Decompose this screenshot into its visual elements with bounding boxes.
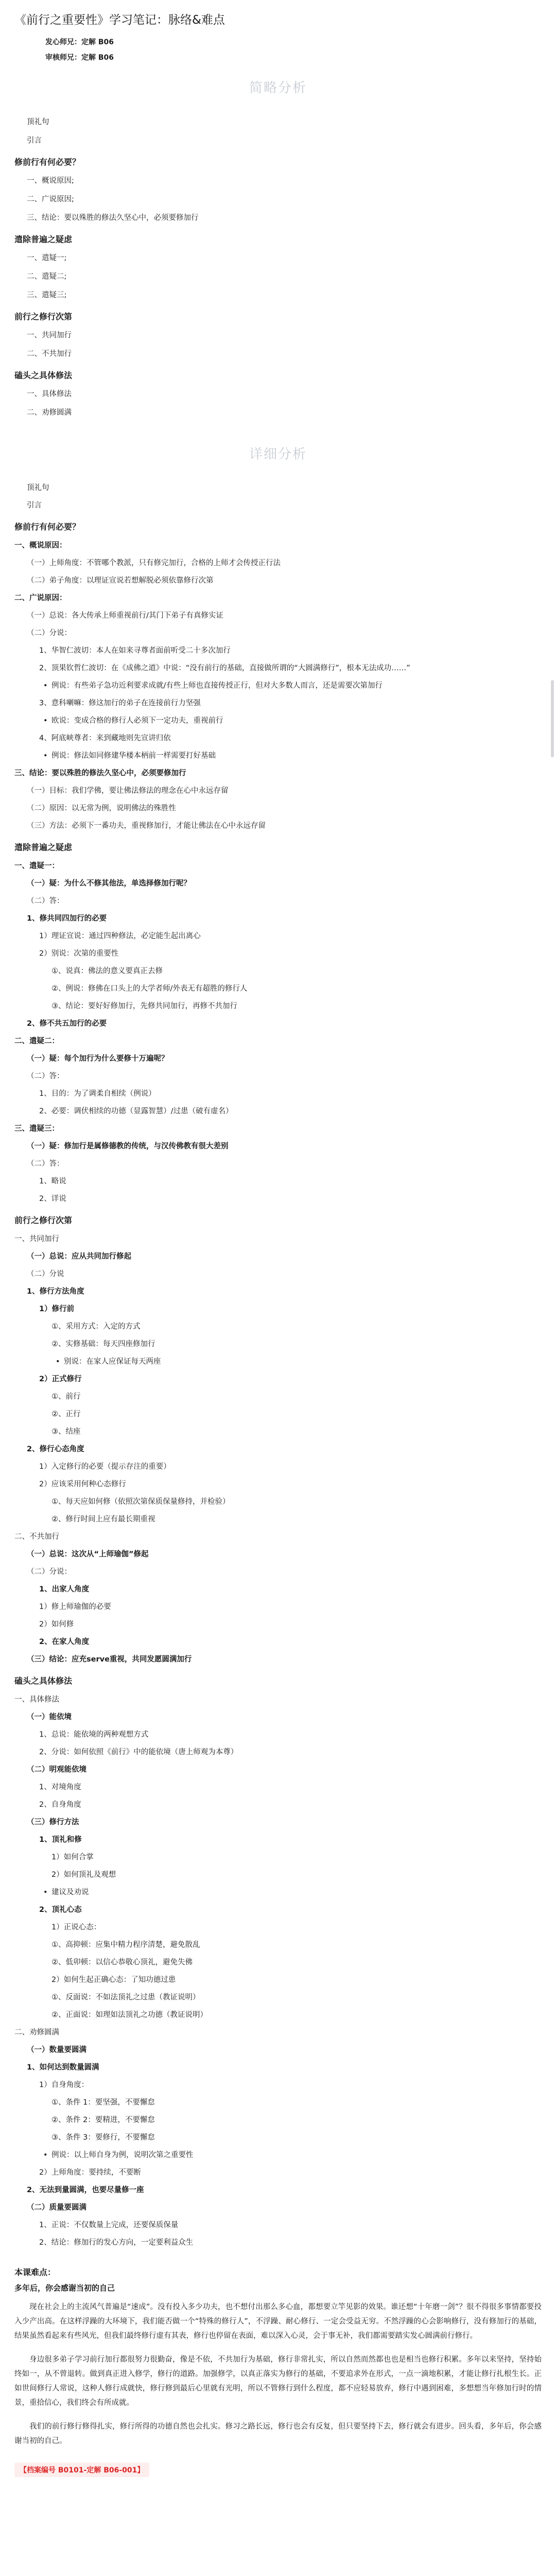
outline-item: 3、意科喇嘛：修这加行的弟子在连接前行力坚强 (39, 699, 201, 707)
outline-item: • 例说：以上师自身为例，说明次第之重要性 (14, 2146, 542, 2164)
outline-item: 一、概说原因： (14, 541, 67, 550)
outline-item: • 别说：在家人应保证每天两座 (14, 1353, 542, 1370)
outline-item: ③、结座 (51, 1428, 81, 1436)
outline-item: （三）结论：应充serve重视，共同发愿圆满加行 (27, 1655, 192, 1664)
outline-item: 2、顶礼心态 (39, 1906, 82, 1914)
outline-item: 2）如何顶礼及观想 (51, 1871, 116, 1879)
outline-item: • 例说：有些弟子急功近利要求成就/有些上师也直接传授正行，但对大多数人而言，还是需要次第加行 (14, 677, 542, 694)
outline-item: （一）总说：应从共同加行修起 (27, 1252, 131, 1261)
outline-item: 1）修上师瑜伽的必要 (39, 1603, 111, 1611)
brief-outline (14, 113, 542, 422)
outline-item: 1、对境角度 (39, 1783, 81, 1791)
outline-item: 1）理证宣说：通过四种修法，必定能生起出离心 (39, 932, 201, 940)
outline-item: （二）分说： (27, 1568, 72, 1576)
outline-item: 二、劝修圆满 (27, 409, 72, 417)
outline-item: 2）如何生起正确心态：了知功德过患 (51, 1976, 176, 1984)
outline-item: 一、遣疑一; (27, 254, 67, 262)
outline-item: 2、修不共五加行的必要 (27, 1020, 107, 1028)
difficulty-body (14, 2300, 542, 2448)
outline-item: （三）修行方法 (27, 1818, 79, 1826)
outline-item: 2）正式修行 (39, 1375, 82, 1383)
outline-item: 1、正说：不仅数量上完成，还要保质保量 (39, 2221, 179, 2229)
outline-item: 2、必要：调伏相续的功德（显露智慧）/过患（破有虚名） (39, 1107, 233, 1115)
difficulty-title: 本课难点： (14, 2267, 56, 2277)
outline-item: 2、详说 (39, 1195, 66, 1203)
outline-item: ①、条件 1：要坚强，不要懈怠 (51, 2098, 155, 2107)
outline-item: 顶礼句 (27, 118, 49, 126)
outline-item: 一、具体修法 (14, 1696, 59, 1704)
outline-item: 一、具体修法 (27, 390, 72, 398)
scrollbar-thumb[interactable] (551, 680, 554, 757)
reviewer-label: 审核师兄：定解 B06 (45, 54, 114, 62)
section-heading: 遣除普遍之疑虑 (14, 234, 73, 244)
outline-item: （二）分说： (27, 629, 72, 637)
outline-item: （一）数量要圆满 (27, 2046, 86, 2054)
detail-outline (14, 479, 542, 2251)
outline-item: （二）原因：以无常为例，说明佛法的殊胜性 (27, 804, 176, 812)
outline-item: （二）答： (27, 1160, 64, 1168)
page-title: 《前行之重要性》学习笔记：脉络&难点 (14, 13, 225, 27)
body-paragraph: 我们的前行修行修得扎实，修行所得的功德自然也会扎实。修习之路长远，修行也会有反复，但只要坚持下去，修行就会有进步。回头看，多年后，你会感谢当初的自己。 (14, 2422, 542, 2445)
detail-analysis-watermark: 详细分析 (249, 447, 307, 462)
outline-item: 2、结论：修加行的发心方向，一定要利益众生 (39, 2239, 194, 2247)
outline-item: 4、阿底峡尊者：来到藏地则先宣讲归依 (39, 734, 171, 742)
outline-item: 2、顶果钦哲仁波切：在《成佛之道》中说：“没有前行的基础，直接做所谓的“大圆满修行”，根本无法成功……” (39, 664, 410, 672)
outline-item: 1）入定修行的必要（提示存注的重要） (39, 1463, 171, 1471)
outline-item: 一、遣疑一： (14, 862, 59, 870)
author-info (45, 36, 542, 64)
speaker-label: 发心师兄：定解 B06 (45, 38, 114, 46)
archive-tag: 【档案编号 B0101-定解 B06-001】 (14, 2463, 149, 2477)
outline-item: 1）自身角度： (39, 2081, 89, 2089)
outline-item: 引言 (27, 137, 42, 145)
outline-item: ③、结论：要好好修加行，先修共同加行，再修不共加行 (51, 1002, 237, 1010)
outline-item: （一）上师角度：不管哪个教派，只有修完加行，合格的上师才会传授正行法 (27, 559, 281, 567)
body-paragraph: 现在社会上的主流风气普遍是“速成”。没有投入多少功夫，也不想付出那么多心血，都想要立竿见影的效果。谁还想“十年磨一剑”？很不得很多事情都要投入少产出高。在这样浮躁的大环境下，我们能否做一个“特殊的修行人”，不浮躁、耐心修行、一定会受益无穷。不然浮躁的心会影响修行，没有修加行的基础，结果虽然看起来有些风光，但我们最终修行虚有其表，修行也停留在表面，难以深入心灵，会于事无补，我们都需要踏实发心圆满前行修行。 (14, 2303, 542, 2340)
outline-item: （一）总说：这次从“上师瑜伽”修起 (27, 1550, 149, 1558)
outline-item: 1、修行方法角度 (27, 1287, 84, 1296)
outline-item: （一）能依境 (27, 1713, 72, 1721)
section-heading: 遣除普遍之疑虑 (14, 842, 73, 852)
outline-item: （一）疑：修加行是属修德教的传统，与汉传佛教有很大差别 (27, 1142, 229, 1150)
outline-item: （一）疑：为什么不修其他法，单选择修加行呢？ (27, 879, 191, 888)
outline-item: 2、无法到量圆满，也要尽量修一座 (27, 2186, 144, 2194)
outline-item: ①、高抑顿：应集中精力程序清楚，避免散乱 (51, 1941, 200, 1949)
section-heading: 修前行有何必要？ (14, 522, 81, 532)
outline-item: ②、修行时间上应有最长期重视 (51, 1515, 155, 1523)
outline-item: 2、分说：如何依照《前行》中的能依境（唐上师观为本尊） (39, 1748, 238, 1756)
outline-item: （二）弟子角度：以理证宣说若想解脱必须依靠修行次第 (27, 577, 214, 585)
outline-item: （一）目标：我们学佛，要让佛法修法的理念在心中永远存留 (27, 787, 229, 795)
outline-item: ①、前行 (51, 1393, 81, 1401)
outline-item: 二、遣疑二; (27, 273, 67, 281)
outline-item: 1、华智仁波切：本人在如来寻尊者面前听受二十多次加行 (39, 647, 231, 655)
outline-item: ③、条件 3：要修行，不要懈怠 (51, 2133, 155, 2142)
outline-item: 三、结论：要以殊胜的修法久坚心中，必须要修加行 (14, 769, 186, 777)
outline-item: • 欧说：变成合格的修行人必须下一定功夫，重视前行 (14, 712, 542, 730)
section-heading: 前行之修行次第 (14, 1215, 73, 1225)
outline-item: ②、条件 2：要精进，不要懈怠 (51, 2116, 155, 2124)
outline-item: 1、目的：为了调柔自相续（例说） (39, 1090, 156, 1098)
outline-item: 2）上师角度：要持续，不要断 (39, 2168, 141, 2177)
outline-item: 2）如何修 (39, 1620, 74, 1629)
outline-item: 1）如何合掌 (51, 1853, 94, 1861)
outline-item: 1）正说心态： (51, 1923, 101, 1931)
outline-item: （一）疑：每个加行为什么要修十万遍呢？ (27, 1055, 169, 1063)
outline-item: 三、遣疑三： (14, 1125, 59, 1133)
outline-item: ②、正面说：如理如法顶礼之功德（教证说明） (51, 2011, 207, 2019)
difficulty-subtitle: 多年后，你会感谢当初的自己 (14, 2283, 115, 2293)
outline-item: 引言 (27, 501, 42, 510)
outline-item: 二、劝修圆满 (14, 2028, 59, 2037)
outline-item: 三、遣疑三; (27, 291, 67, 299)
outline-item: 一、共同加行 (14, 1235, 59, 1243)
outline-item: 2、修行心态角度 (27, 1445, 84, 1453)
outline-item: （二）分说 (27, 1270, 64, 1278)
outline-item: 1）修行前 (39, 1305, 75, 1313)
outline-item: ①、采用方式：入定的方式 (51, 1323, 141, 1331)
outline-item: 一、概说原因; (27, 177, 74, 185)
outline-item: 二、不共加行 (27, 350, 72, 358)
outline-item: 1、总说：能依境的两种观想方式 (39, 1731, 149, 1739)
outline-item: 二、遣疑二： (14, 1037, 59, 1045)
outline-item: 2、在家人角度 (39, 1638, 90, 1646)
outline-item: 2、自身角度 (39, 1801, 81, 1809)
outline-item: • 建议及劝说 (14, 1884, 542, 1901)
outline-item: ①、说真：佛法的意义要真正去修 (51, 967, 163, 975)
outline-item: 三、结论：要以殊胜的修法久坚心中，必须要修加行 (27, 214, 199, 222)
outline-item: ②、例说：修佛在口头上的大学者师/外表无有超胜的修行人 (51, 985, 248, 993)
outline-item: 1、略说 (39, 1177, 66, 1185)
outline-item: 1、修共同四加行的必要 (27, 914, 107, 923)
outline-item: （三）方法：必须下一番功夫，重视修加行，才能让佛法在心中永远存留 (27, 822, 266, 830)
outline-item: （二）答： (27, 1072, 64, 1080)
body-paragraph: 身边很多弟子学习前行加行都很努力很勤奋，像是不依，不共加行为基础，修行非常扎实，所以自然而然都也也是相当也修行积累。多年以来坚持，坚持始终如一，从不曾退转。做到真正进入修学，修行的道路。加强修学，以真正落实为修行的基础，不要追求外在形式，一点一滴地积累，才能让修行扎根生长。正如世间修行人常说，这种人修行成就快，修行修到最后心里就有光明，所以不管修行到什么程度，都不应轻易放弃，修行中遇到困难，多想想当年修加行时的情景，重拾信心，我们终会有所成就。 (14, 2355, 542, 2407)
outline-item: 二、不共加行 (14, 1533, 59, 1541)
outline-item: • 例说：修法如同修建华楼本柄前一样需要打好基础 (14, 747, 542, 765)
section-heading: 磕头之具体修法 (14, 1676, 73, 1686)
outline-item: 二、广说原因： (14, 594, 67, 602)
outline-item: （一）总说：各大传承上师重视前行/其门下弟子有真修实证 (27, 612, 223, 620)
outline-item: 1、如何达到数量圆满 (27, 2063, 99, 2072)
brief-analysis-watermark: 简略分析 (249, 80, 307, 96)
outline-item: ②、低卯顿：以信心恭敬心顶礼，避免失佛 (51, 1958, 193, 1967)
outline-item: ②、正行 (51, 1410, 81, 1418)
outline-item: 一、共同加行 (27, 331, 72, 340)
section-heading: 磕头之具体修法 (14, 370, 73, 380)
section-heading: 修前行有何必要？ (14, 157, 81, 167)
outline-item: ①、每天应如何修（依照次第保质保量修持，并检验） (51, 1498, 230, 1506)
outline-item: 顶礼句 (27, 484, 49, 492)
outline-item: （二）质量要圆满 (27, 2204, 86, 2212)
outline-item: 2）别说：次第的重要性 (39, 950, 119, 958)
outline-item: 1、出家人角度 (39, 1585, 90, 1594)
outline-item: 二、广说原因; (27, 195, 74, 204)
outline-item: 2）应该采用何种心态修行 (39, 1480, 126, 1488)
outline-item: ①、反面说：不如法顶礼之过患（教证说明） (51, 1993, 200, 2002)
outline-item: （二）答： (27, 897, 64, 905)
section-heading: 前行之修行次第 (14, 312, 73, 321)
outline-item: ②、实修基础：每天四座修加行 (51, 1340, 155, 1348)
outline-item: （二）明观能依境 (27, 1766, 86, 1774)
outline-item: 1、顶礼和修 (39, 1836, 82, 1844)
